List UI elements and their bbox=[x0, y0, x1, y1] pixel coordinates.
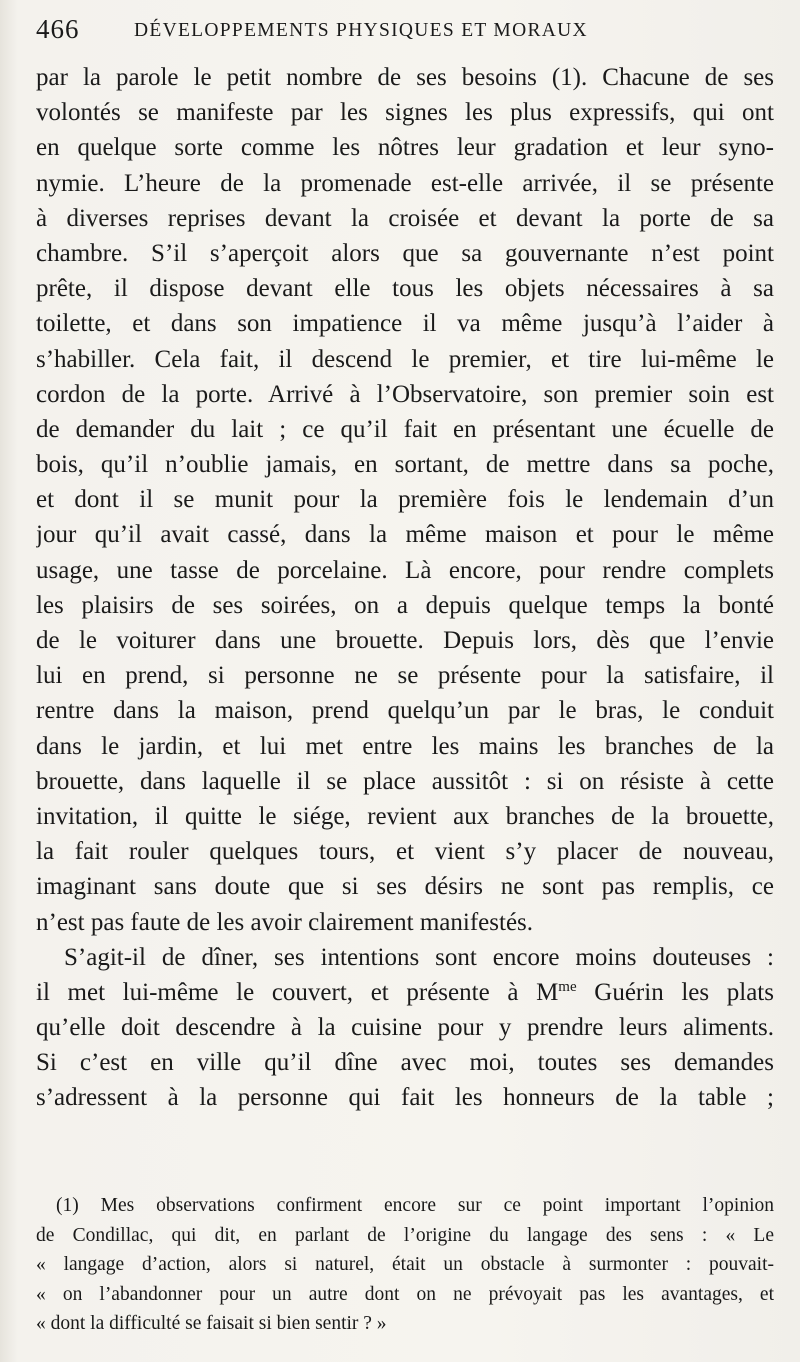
text-line: Si c’est en ville qu’il dîne avec moi, toutes ses demandes bbox=[36, 1049, 774, 1077]
text-segment: Guérin les plats bbox=[576, 978, 774, 1006]
superscript: me bbox=[558, 978, 577, 995]
text-line: à diverses reprises devant la croisée et devant la porte de sa bbox=[36, 204, 774, 232]
footnote-line: « dont la difficulté se faisait si bien sentir ? » bbox=[36, 1313, 387, 1334]
text-line: les plaisirs de ses soirées, on a depuis quelque temps la bonté bbox=[36, 591, 774, 619]
text-line: qu’elle doit descendre à la cuisine pour y prendre leurs aliments. bbox=[36, 1014, 774, 1042]
footnote-line: de Condillac, qui dit, en parlant de l’origine du langage des sens : « Le bbox=[36, 1224, 774, 1246]
text-line: prête, il dispose devant elle tous les objets nécessaires à sa bbox=[36, 275, 774, 303]
text-line: la fait rouler quelques tours, et vient s’y placer de nouveau, bbox=[36, 838, 774, 866]
running-head bbox=[36, 14, 776, 54]
text-line: S’agit-il de dîner, ses intentions sont encore moins douteuses : bbox=[64, 943, 774, 971]
footnote-line: « on l’abandonner pour un autre dont on ne prévoyait pas les avantages, et bbox=[36, 1283, 774, 1305]
text-line: bois, qu’il n’oublie jamais, en sortant, de mettre dans sa poche, bbox=[36, 451, 774, 479]
footnote-line: (1) Mes observations confirment encore sur ce point important l’opinion bbox=[56, 1195, 774, 1216]
main-text bbox=[36, 60, 774, 1116]
text-line: usage, une tasse de porcelaine. Là encore, pour rendre complets bbox=[36, 556, 774, 584]
text-line: lui en prend, si personne ne se présente pour la satisfaire, il bbox=[36, 662, 774, 690]
text-line: invitation, il quitte le siége, revient aux branches de la brouette, bbox=[36, 802, 774, 830]
footnote-line: « langage d’action, alors si naturel, était un obstacle à surmonter : pouvait- bbox=[36, 1254, 774, 1275]
text-line: volontés se manifeste par les signes les plus expressifs, qui ont bbox=[36, 99, 774, 127]
text-line bbox=[36, 975, 774, 1010]
text-line: brouette, dans laquelle il se place aussitôt : si on résiste à cette bbox=[36, 767, 774, 795]
text-line: de demander du lait ; ce qu’il fait en présentant une écuelle de bbox=[36, 415, 774, 443]
text-line: en quelque sorte comme les nôtres leur gradation et leur syno- bbox=[36, 134, 774, 162]
page-number: 466 bbox=[36, 14, 80, 44]
text-line: n’est pas faute de les avoir clairement manifestés. bbox=[36, 908, 534, 936]
text-line: s’adressent à la personne qui fait les honneurs de la table ; bbox=[36, 1084, 774, 1112]
text-line: chambre. S’il s’aperçoit alors que sa gouvernante n’est point bbox=[36, 239, 774, 267]
text-line: dans le jardin, et lui met entre les mains les branches de la bbox=[36, 732, 774, 760]
text-line: de le voiturer dans une brouette. Depuis lors, dès que l’envie bbox=[36, 627, 774, 654]
text-line: toilette, et dans son impatience il va même jusqu’à l’aider à bbox=[36, 310, 774, 338]
text-line: s’habiller. Cela fait, il descend le premier, et tire lui-même le bbox=[36, 345, 774, 373]
text-line: par la parole le petit nombre de ses besoins (1). Chacune de ses bbox=[36, 64, 774, 91]
text-line: jour qu’il avait cassé, dans la même maison et pour le même bbox=[36, 521, 774, 549]
text-line: nymie. L’heure de la promenade est-elle arrivée, il se présente bbox=[36, 169, 774, 197]
text-line: cordon de la porte. Arrivé à l’Observatoire, son premier soin est bbox=[36, 380, 774, 408]
text-segment: il met lui-même le couvert, et présente à M bbox=[36, 978, 559, 1006]
running-title: DÉVELOPPEMENTS PHYSIQUES ET MORAUX bbox=[134, 20, 588, 41]
text-line: et dont il se munit pour la première fois le lendemain d’un bbox=[36, 486, 774, 514]
text-line: imaginant sans doute que si ses désirs ne sont pas remplis, ce bbox=[36, 873, 774, 901]
text-line: rentre dans la maison, prend quelqu’un par le bras, le conduit bbox=[36, 697, 774, 725]
footnotes bbox=[36, 1191, 774, 1339]
